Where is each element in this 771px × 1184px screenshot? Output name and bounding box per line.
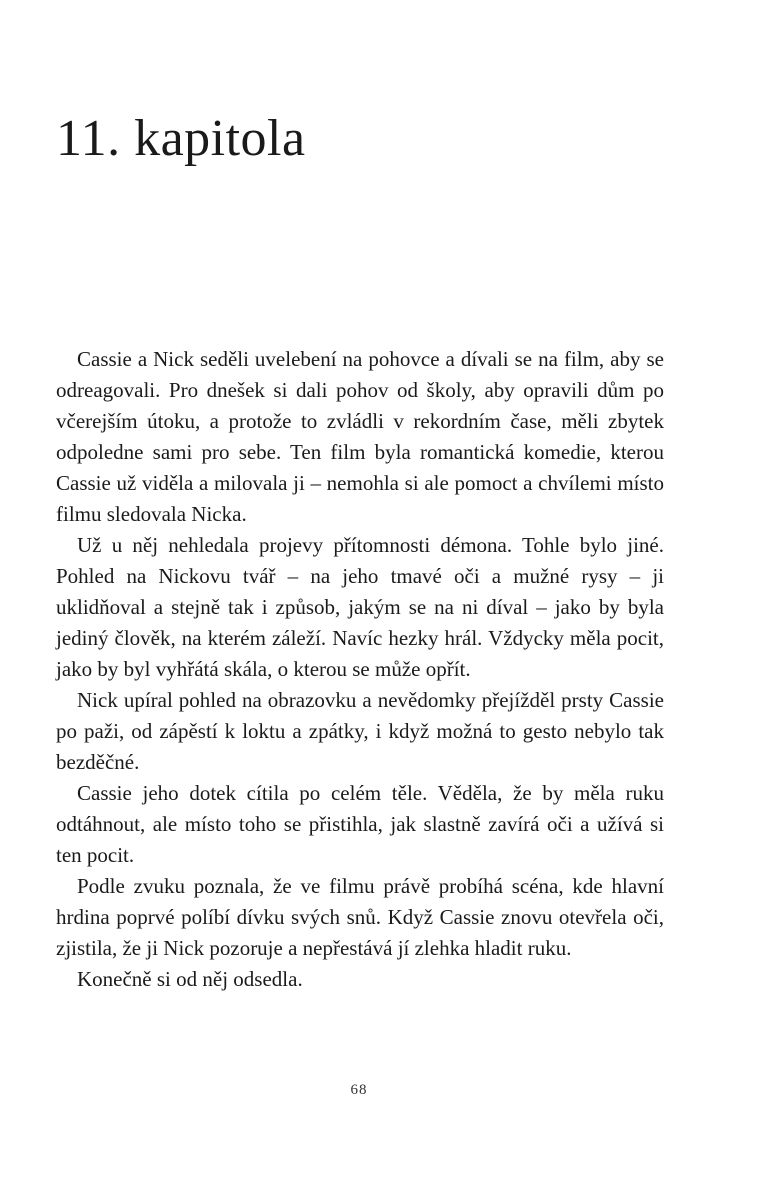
page-number: 68 bbox=[350, 1082, 368, 1098]
paragraph: Konečně si od něj odsedla. bbox=[77, 967, 303, 991]
chapter-body bbox=[56, 344, 664, 995]
paragraph: Podle zvuku poznala, že ve filmu právě probíhá scéna, kde hlavní hrdina poprvé políbí dívku svých snů. Když Cassie znovu otevřela oči, zjistila, že ji Nick pozoruje a nepřestává jí zlehka hladit ruku. bbox=[56, 874, 664, 960]
paragraph: Nick upíral pohled na obrazovku a nevědomky přejížděl prsty Cassie po paži, od zápěstí k loktu a zpátky, i když možná to gesto nebylo tak bezděčné. bbox=[56, 688, 664, 774]
paragraph: Cassie jeho dotek cítila po celém těle. Věděla, že by měla ruku odtáhnout, ale místo toho se přistihla, jak slastně zavírá oči a užívá si ten pocit. bbox=[56, 781, 664, 867]
chapter-title: 11. kapitola bbox=[56, 110, 306, 167]
paragraph: Už u něj nehledala projevy přítomnosti démona. Tohle bylo jiné. Pohled na Nickovu tvář – na jeho tmavé oči a mužné rysy – ji uklidňoval a stejně tak i způsob, jakým se na ni díval – jako by byla jediný člověk, na kterém záleží. Navíc hezky hrál. Vždycky měla pocit, jako by byl vyhřátá skála, o kterou se může opřít. bbox=[56, 533, 664, 681]
paragraph: Cassie a Nick seděli uvelebení na pohovce a dívali se na film, aby se odreagovali. Pro dnešek si dali pohov od školy, aby opravili dům po včerejším útoku, a protože to zvládli v rekordním čase, měli zbytek odpoledne sami pro sebe. Ten film byla romantická komedie, kterou Cassie už viděla a milovala ji – nemohla si ale pomoct a chvílemi místo filmu sledovala Nicka. bbox=[56, 347, 664, 526]
